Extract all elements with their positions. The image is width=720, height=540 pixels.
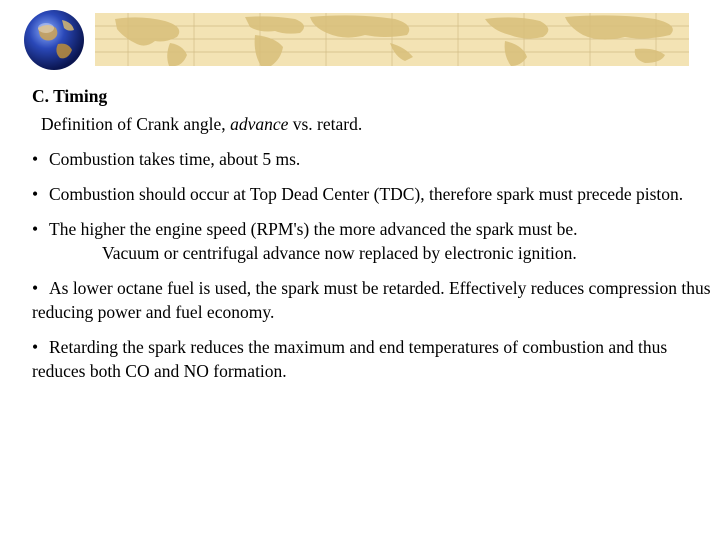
bullet-subtext: Vacuum or centrifugal advance now replaced by electronic ignition. [102, 243, 577, 263]
section-heading: C. Timing [32, 86, 108, 106]
world-map-graphic [95, 13, 689, 66]
bullet-item [32, 276, 712, 324]
bullet-dot: • [32, 149, 39, 169]
bullet-dot: • [32, 337, 39, 357]
bullet-dot: • [32, 278, 39, 298]
definition-emphasis: advance [230, 114, 289, 134]
bullet-dot: • [32, 184, 39, 204]
bullet-item [32, 147, 712, 171]
bullet-item [32, 217, 712, 265]
bullet-item [32, 182, 712, 206]
definition-line [41, 112, 712, 136]
bullet-text: Combustion should occur at Top Dead Center (TDC), therefore spark must precede piston. [49, 184, 684, 204]
bullet-text: The higher the engine speed (RPM's) the more advanced the spark must be. [49, 219, 578, 239]
bullet-dot: • [32, 219, 39, 239]
bullet-text: Combustion takes time, about 5 ms. [49, 149, 301, 169]
slide-content [32, 84, 712, 383]
bullet-text: Retarding the spark reduces the maximum and end temperatures of combustion and thus reduces both CO and NO formation. [32, 337, 668, 381]
globe-icon [22, 8, 86, 72]
bullet-item [32, 335, 712, 383]
world-map-banner [95, 13, 689, 66]
definition-suffix: vs. retard. [288, 114, 363, 134]
definition-prefix: Definition of Crank angle, [41, 114, 231, 134]
bullet-text: As lower octane fuel is used, the spark must be retarded. Effectively reduces compression thus reducing power and fuel economy. [32, 278, 711, 322]
